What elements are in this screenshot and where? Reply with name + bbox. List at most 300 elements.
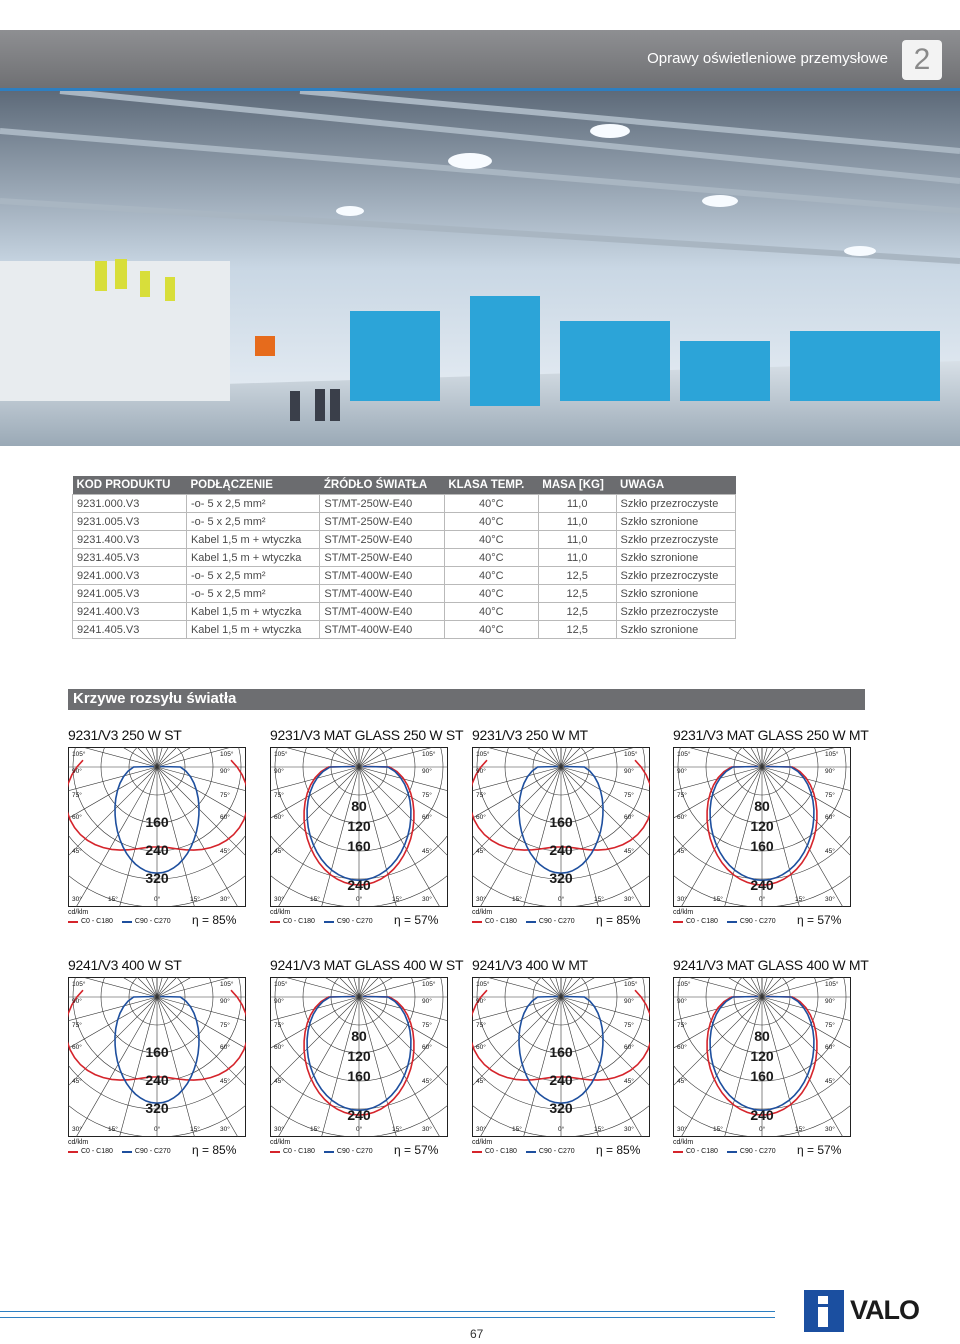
c0-label: C0 - C180 [485,918,517,925]
scale-label: 240 [750,877,774,893]
scale-label: 240 [549,842,573,858]
c90-label: C90 - C270 [134,1148,171,1155]
angle-label: 0° [558,1126,565,1133]
angle-label: 105° [677,981,691,988]
angle-label: 60° [825,814,835,821]
product-spec-table [72,476,736,639]
table-cell: 12,5 [538,621,616,639]
c90-label: C90 - C270 [739,1148,776,1155]
angle-label: 15° [190,1126,200,1133]
curve-legend [673,1148,776,1155]
table-cell: 11,0 [538,513,616,531]
angle-label: 45° [476,1078,486,1085]
table-cell: -o- 5 x 2,5 mm² [186,567,319,585]
angle-label: 45° [476,848,486,855]
angle-label: 30° [274,896,284,903]
diagram-title: 9241/V3 MAT GLASS 400 W MT [673,957,869,973]
angle-label: 75° [220,792,230,799]
angle-label: 60° [72,814,82,821]
angle-label: 30° [624,1126,634,1133]
c0-label: C0 - C180 [686,1148,718,1155]
c90-swatch [727,921,737,923]
table-row [73,603,736,621]
table-cell: ST/MT-400W-E40 [320,621,444,639]
table-row [73,621,736,639]
unit-label: cd/klm [472,909,493,916]
footer-line [0,1317,775,1318]
table-cell: 12,5 [538,603,616,621]
angle-label: 45° [72,1078,82,1085]
c0-swatch [68,921,78,923]
table-cell: 9231.400.V3 [73,531,187,549]
table-cell: ST/MT-250W-E40 [320,495,444,513]
angle-label: 45° [274,848,284,855]
angle-label: 60° [274,814,284,821]
scale-label: 240 [145,1072,169,1088]
angle-label: 60° [677,1044,687,1051]
angle-label: 90° [476,998,486,1005]
angle-label: 75° [72,792,82,799]
angle-label: 15° [713,1126,723,1133]
c90-label: C90 - C270 [336,1148,373,1155]
angle-label: 30° [825,896,835,903]
angle-label: 75° [677,1022,687,1029]
polar-diagram [673,977,851,1161]
table-cell: 40°C [444,549,538,567]
col-product-code: KOD PRODUKTU [73,476,187,495]
angle-label: 90° [624,998,634,1005]
angle-label: 60° [274,1044,284,1051]
unit-label: cd/klm [270,1139,291,1146]
table-cell: Kabel 1,5 m + wtyczka [186,603,319,621]
curve-legend [68,1148,171,1155]
diagram-title: 9241/V3 400 W ST [68,957,182,973]
angle-label: 90° [677,998,687,1005]
angle-label: 45° [624,848,634,855]
table-cell: Kabel 1,5 m + wtyczka [186,549,319,567]
scale-label: 160 [145,1044,169,1060]
angle-label: 75° [274,1022,284,1029]
angle-label: 30° [422,1126,432,1133]
c90-swatch [727,1151,737,1153]
c0-swatch [472,1151,482,1153]
angle-label: 105° [220,981,234,988]
efficiency-label: η = 57% [797,913,842,927]
scale-label: 160 [750,838,774,854]
c0-swatch [68,1151,78,1153]
table-cell: ST/MT-400W-E40 [320,585,444,603]
angle-label: 30° [220,896,230,903]
table-cell: 12,5 [538,585,616,603]
scale-label: 80 [351,1028,367,1044]
angle-label: 15° [512,896,522,903]
angle-label: 105° [72,981,86,988]
table-row [73,513,736,531]
table-cell: -o- 5 x 2,5 mm² [186,585,319,603]
table-header-row [73,476,736,495]
angle-label: 90° [422,768,432,775]
table-cell: Kabel 1,5 m + wtyczka [186,621,319,639]
table-cell: 9241.000.V3 [73,567,187,585]
unit-label: cd/klm [673,909,694,916]
col-connection: PODŁĄCZENIE [186,476,319,495]
diagram-title: 9231/V3 MAT GLASS 250 W ST [270,727,464,743]
angle-label: 15° [108,1126,118,1133]
angle-label: 75° [274,792,284,799]
angle-label: 0° [558,896,565,903]
angle-label: 15° [594,1126,604,1133]
angle-label: 45° [72,848,82,855]
table-cell: 9241.400.V3 [73,603,187,621]
col-weight: MASA [KG] [538,476,616,495]
angle-label: 15° [795,896,805,903]
table-row [73,549,736,567]
header-title: Oprawy oświetleniowe przemysłowe [647,50,888,67]
table-cell: 40°C [444,495,538,513]
angle-label: 15° [392,1126,402,1133]
scale-label: 320 [145,1100,169,1116]
angle-label: 75° [220,1022,230,1029]
angle-label: 105° [825,981,839,988]
scale-label: 160 [347,838,371,854]
angle-label: 105° [476,751,490,758]
table-cell: 40°C [444,531,538,549]
unit-label: cd/klm [270,909,291,916]
angle-label: 90° [624,768,634,775]
angle-label: 0° [154,1126,161,1133]
scale-label: 160 [750,1068,774,1084]
table-cell: ST/MT-250W-E40 [320,549,444,567]
scale-label: 240 [549,1072,573,1088]
angle-label: 60° [72,1044,82,1051]
angle-label: 75° [624,1022,634,1029]
footer-line [0,1311,775,1312]
efficiency-label: η = 85% [192,913,237,927]
angle-label: 75° [624,792,634,799]
c90-label: C90 - C270 [538,918,575,925]
c90-swatch [122,1151,132,1153]
angle-label: 45° [677,1078,687,1085]
table-cell: 40°C [444,585,538,603]
table-cell: Kabel 1,5 m + wtyczka [186,531,319,549]
angle-label: 105° [422,751,436,758]
angle-label: 15° [795,1126,805,1133]
c90-swatch [324,1151,334,1153]
angle-label: 15° [108,896,118,903]
angle-label: 0° [356,896,363,903]
c0-swatch [270,921,280,923]
angle-label: 30° [72,896,82,903]
scale-label: 120 [347,1048,371,1064]
scale-label: 240 [750,1107,774,1123]
table-cell: -o- 5 x 2,5 mm² [186,513,319,531]
angle-label: 60° [476,814,486,821]
angle-label: 60° [677,814,687,821]
angle-label: 0° [154,896,161,903]
angle-label: 30° [476,1126,486,1133]
page-number: 67 [470,1327,484,1341]
scale-label: 120 [750,818,774,834]
table-cell: Szkło szronione [616,585,735,603]
angle-label: 45° [677,848,687,855]
polar-grid [270,747,448,907]
c0-label: C0 - C180 [81,1148,113,1155]
angle-label: 105° [624,981,638,988]
page-header [0,30,960,88]
angle-label: 15° [310,896,320,903]
table-row [73,585,736,603]
table-cell: Szkło przezroczyste [616,495,735,513]
efficiency-label: η = 57% [797,1143,842,1157]
diagram-title: 9231/V3 250 W ST [68,727,182,743]
angle-label: 45° [825,1078,835,1085]
polar-grid [472,747,650,907]
unit-label: cd/klm [68,1139,89,1146]
table-cell: Szkło przezroczyste [616,603,735,621]
angle-label: 60° [422,814,432,821]
table-cell: -o- 5 x 2,5 mm² [186,495,319,513]
curve-legend [673,918,776,925]
angle-label: 90° [825,998,835,1005]
table-cell: 11,0 [538,531,616,549]
c90-swatch [324,921,334,923]
angle-label: 90° [72,768,82,775]
angle-label: 60° [220,814,230,821]
table-row [73,495,736,513]
angle-label: 45° [220,848,230,855]
angle-label: 90° [476,768,486,775]
angle-label: 30° [677,896,687,903]
angle-label: 60° [220,1044,230,1051]
table-cell: 9231.005.V3 [73,513,187,531]
curve-legend [472,918,575,925]
c0-label: C0 - C180 [283,918,315,925]
table-cell: Szkło przezroczyste [616,531,735,549]
angle-label: 90° [220,998,230,1005]
section-header [68,689,865,710]
angle-label: 30° [624,896,634,903]
scale-label: 80 [351,798,367,814]
table-cell: ST/MT-400W-E40 [320,567,444,585]
angle-label: 15° [190,896,200,903]
angle-label: 90° [72,998,82,1005]
col-note: UWAGA [616,476,735,495]
angle-label: 45° [274,1078,284,1085]
polar-diagram [270,747,448,931]
angle-label: 75° [422,1022,432,1029]
unit-label: cd/klm [68,909,89,916]
table-cell: 9241.405.V3 [73,621,187,639]
polar-diagram [673,747,851,931]
c0-swatch [270,1151,280,1153]
table-cell: 40°C [444,567,538,585]
logo-text: VALO [850,1295,919,1325]
table-cell: ST/MT-400W-E40 [320,603,444,621]
table-cell: Szkło szronione [616,621,735,639]
angle-label: 45° [624,1078,634,1085]
chapter-number: 2 [902,40,942,80]
scale-label: 160 [549,814,573,830]
angle-label: 30° [274,1126,284,1133]
diagram-title: 9241/V3 400 W MT [472,957,588,973]
c90-swatch [122,921,132,923]
angle-label: 15° [310,1126,320,1133]
scale-label: 160 [145,814,169,830]
angle-label: 60° [825,1044,835,1051]
angle-label: 90° [274,768,284,775]
angle-label: 60° [476,1044,486,1051]
col-light-source: ŹRÓDŁO ŚWIATŁA [320,476,444,495]
section-title: Krzywe rozsyłu światła [73,690,237,707]
angle-label: 45° [220,1078,230,1085]
table-cell: 40°C [444,621,538,639]
curve-legend [68,918,171,925]
col-temp-class: KLASA TEMP. [444,476,538,495]
angle-label: 30° [220,1126,230,1133]
angle-label: 60° [422,1044,432,1051]
c0-swatch [472,921,482,923]
angle-label: 15° [392,896,402,903]
angle-label: 105° [677,751,691,758]
polar-diagram [68,747,246,931]
table-cell: 9231.000.V3 [73,495,187,513]
c90-label: C90 - C270 [538,1148,575,1155]
c0-label: C0 - C180 [485,1148,517,1155]
curve-legend [472,1148,575,1155]
angle-label: 105° [624,751,638,758]
scale-label: 120 [750,1048,774,1064]
diagram-title: 9231/V3 MAT GLASS 250 W MT [673,727,869,743]
table-row [73,567,736,585]
table-cell: Szkło szronione [616,513,735,531]
c90-label: C90 - C270 [134,918,171,925]
angle-label: 60° [624,1044,634,1051]
table-cell: ST/MT-250W-E40 [320,531,444,549]
table-row [73,531,736,549]
scale-label: 240 [347,1107,371,1123]
table-cell: 12,5 [538,567,616,585]
angle-label: 45° [825,848,835,855]
angle-label: 90° [422,998,432,1005]
logo-icon [804,1290,844,1332]
polar-grid [270,977,448,1137]
scale-label: 240 [347,877,371,893]
table-cell: 40°C [444,603,538,621]
table-cell: 11,0 [538,549,616,567]
scale-label: 80 [754,1028,770,1044]
angle-label: 30° [422,896,432,903]
table-cell: 9231.405.V3 [73,549,187,567]
factory-photo [0,91,960,446]
unit-label: cd/klm [673,1139,694,1146]
c90-label: C90 - C270 [739,918,776,925]
table-cell: ST/MT-250W-E40 [320,513,444,531]
angle-label: 0° [759,1126,766,1133]
angle-label: 15° [594,896,604,903]
angle-label: 90° [825,768,835,775]
scale-label: 160 [549,1044,573,1060]
c0-label: C0 - C180 [686,918,718,925]
scale-label: 80 [754,798,770,814]
scale-label: 320 [549,1100,573,1116]
angle-label: 105° [422,981,436,988]
diagram-title: 9241/V3 MAT GLASS 400 W ST [270,957,464,973]
angle-label: 45° [422,848,432,855]
angle-label: 75° [476,792,486,799]
angle-label: 30° [72,1126,82,1133]
angle-label: 90° [274,998,284,1005]
c0-swatch [673,921,683,923]
angle-label: 45° [422,1078,432,1085]
angle-label: 105° [274,981,288,988]
angle-label: 90° [220,768,230,775]
scale-label: 320 [549,870,573,886]
curve-legend [270,918,373,925]
angle-label: 15° [713,896,723,903]
polar-diagram [270,977,448,1161]
polar-grid [673,747,851,907]
c90-swatch [526,921,536,923]
polar-diagram [472,977,650,1161]
polar-grid [68,747,246,907]
angle-label: 105° [476,981,490,988]
c0-label: C0 - C180 [283,1148,315,1155]
angle-label: 0° [759,896,766,903]
polar-diagram [472,747,650,931]
angle-label: 105° [220,751,234,758]
angle-label: 90° [677,768,687,775]
angle-label: 15° [512,1126,522,1133]
c0-label: C0 - C180 [81,918,113,925]
table-cell: Szkło szronione [616,549,735,567]
angle-label: 60° [624,814,634,821]
c90-swatch [526,1151,536,1153]
scale-label: 120 [347,818,371,834]
angle-label: 30° [677,1126,687,1133]
angle-label: 105° [274,751,288,758]
valo-logo [804,1290,928,1332]
diagram-title: 9231/V3 250 W MT [472,727,588,743]
polar-grid [68,977,246,1137]
c90-label: C90 - C270 [336,918,373,925]
efficiency-label: η = 57% [394,913,439,927]
angle-label: 105° [72,751,86,758]
efficiency-label: η = 85% [596,1143,641,1157]
efficiency-label: η = 85% [192,1143,237,1157]
angle-label: 75° [422,792,432,799]
polar-grid [472,977,650,1137]
polar-grid [673,977,851,1137]
curve-legend [270,1148,373,1155]
angle-label: 30° [476,896,486,903]
unit-label: cd/klm [472,1139,493,1146]
c0-swatch [673,1151,683,1153]
polar-diagram [68,977,246,1161]
table-cell: 11,0 [538,495,616,513]
efficiency-label: η = 57% [394,1143,439,1157]
angle-label: 75° [825,1022,835,1029]
scale-label: 160 [347,1068,371,1084]
table-cell: 9241.005.V3 [73,585,187,603]
angle-label: 0° [356,1126,363,1133]
angle-label: 75° [677,792,687,799]
angle-label: 105° [825,751,839,758]
table-cell: Szkło przezroczyste [616,567,735,585]
angle-label: 75° [825,792,835,799]
angle-label: 30° [825,1126,835,1133]
scale-label: 320 [145,870,169,886]
angle-label: 75° [72,1022,82,1029]
